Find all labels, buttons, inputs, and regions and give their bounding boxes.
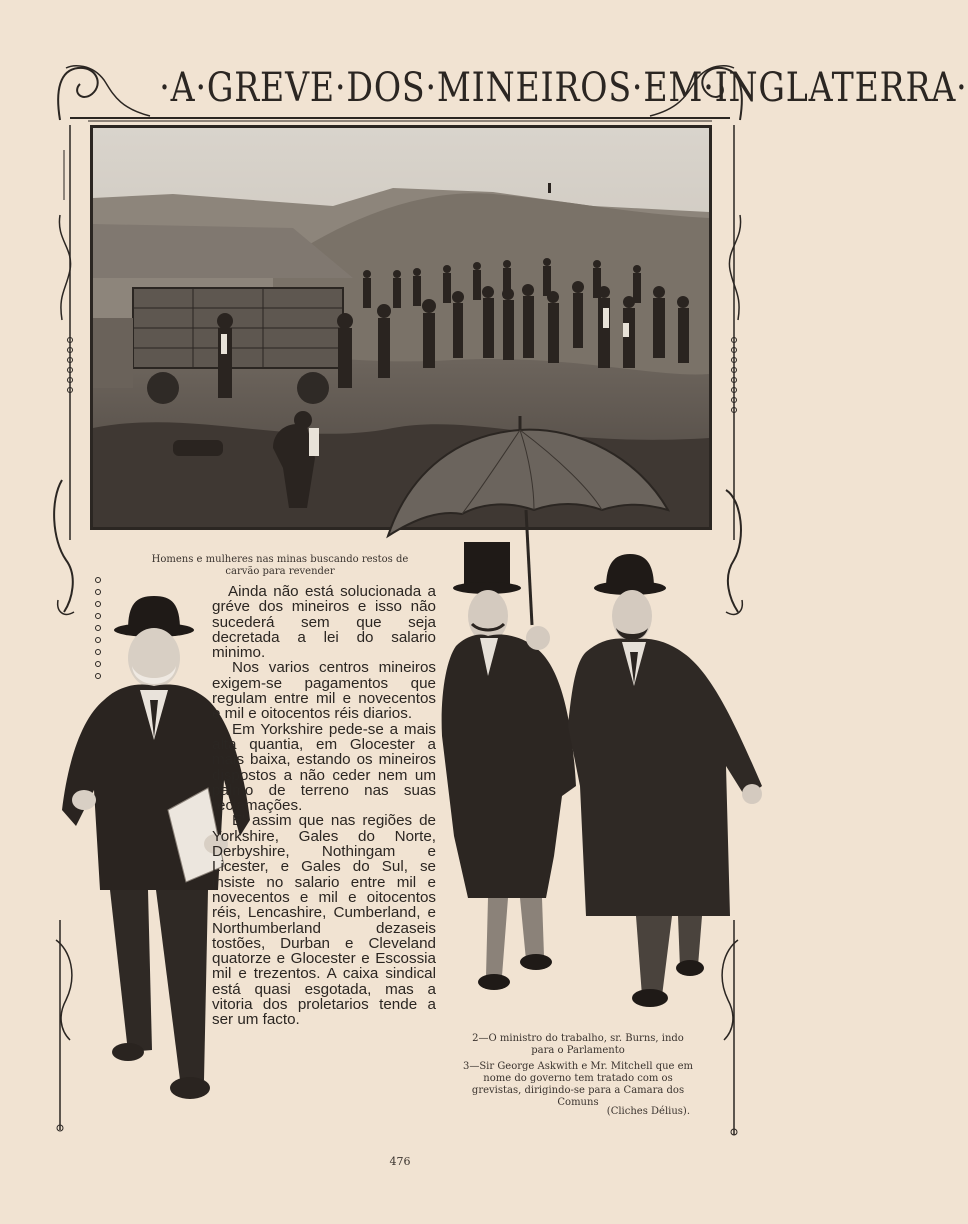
caption-askwith-mitchell: 3—Sir George Askwith e Mr. Mitchell que em nome do governo tem tratado com os grevistas, dirigindo-se para a Camara dos Comuns [462,1061,694,1108]
figure-captions [460,1033,696,1113]
article-paragraph: Em Yorkshire pede-se a mais alta quantia, em Glocester a mais baixa, estando os mineiros dispostos a não ceder nem um palmo de terreno nas suas reclamações. [212,720,436,815]
photo-caption: Homens e mulheres nas minas buscando restos de carvão para revender [151,554,409,577]
page-number: 476 [389,1155,411,1168]
article-paragraph: E' assim que nas regiões de Yorkshire, Gales do Norte, Derbyshire, Nothingam e Licester, e Gales do Sul, se insiste no salario entre mil e novecentos e mil e oitocentos réis, Lencashire, Cumberland, e Northumberland dezaseis tostões, Durban e Cleveland quatorze e Glocester e Escossia mil e trezentos. A caixa sindical está quasi esgotada, mas a vitoria dos proletarios tende a ser um facto. [212,812,436,1029]
photo-credits: (Cliches Délius). [606,1106,690,1117]
article-paragraph: Ainda não está solucionada a gréve dos mineiros e isso não sucederá sem que seja decretada a lei do salario minimo. [212,583,436,662]
article-paragraph: Nos varios centros mineiros exigem-se pagamentos que regulam entre mil e novecentos e mil e oitocentos réis diarios. [212,659,436,723]
page-title: ·A·GREVE·DOS·MINEIROS·EM·INGLATERRA· [159,65,968,111]
article-body [212,584,436,1028]
askwith-mitchell-portrait [436,536,766,1021]
caption-burns: 2—O ministro do trabalho, sr. Burns, indo para o Parlamento [472,1033,684,1056]
